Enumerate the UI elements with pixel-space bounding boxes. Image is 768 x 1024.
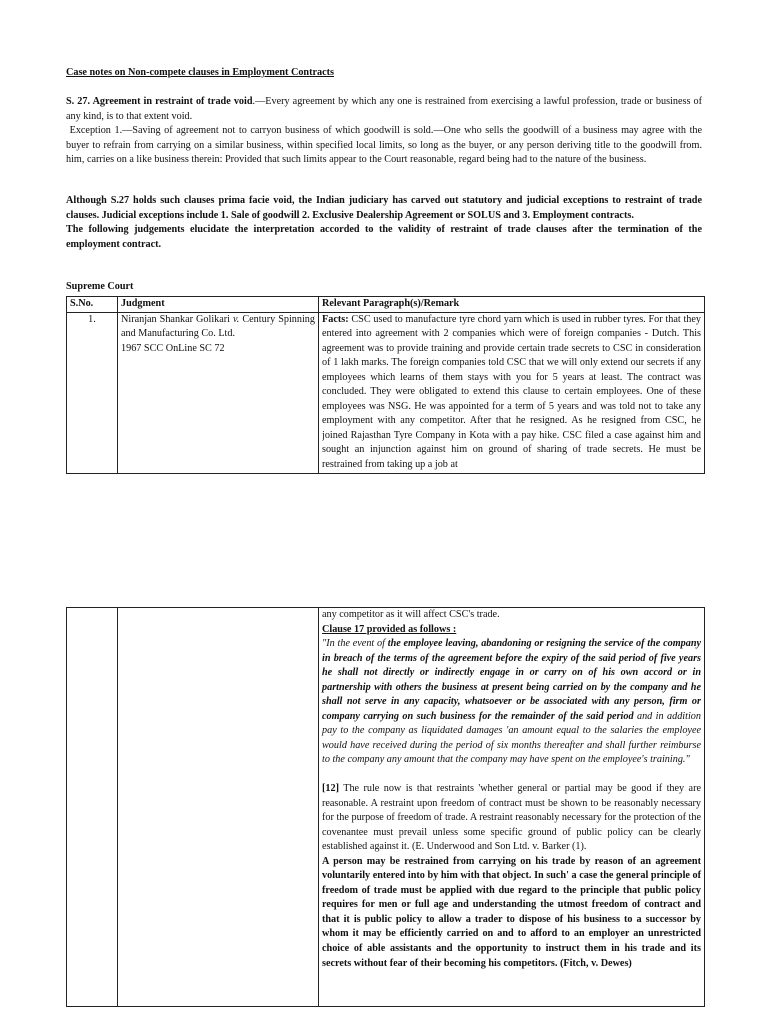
intro-text: [66, 194, 702, 252]
table-header-row: [67, 297, 705, 313]
exception-heading: Exception 1.—Saving of agreement not to carryon business of which goodwill is sold.: [69, 125, 434, 137]
quote-part-3: and in addition pay to the company as liquidated damages 'an amount equal to the salaries the employee would have received during the period of six months thereafter and shall further reimburse to the company any amount that the company may have spent on the employee's training.": [322, 710, 701, 766]
facts-text: CSC used to manufacture tyre chord yarn which is used in rubber tyres. For that they entered into agreement with 2 companies which were of foreign companies - Dutch. This agreement was to provide training and provide certain trade secrets to CSC in consideration of 1 lakh marks. The foreign companies told CSC that we will only extend our secrets if any employees which learns of them stays with you for 5 years at least. The contract was concluded. They were obligated to extend this clause to certain employees. One of these employees was NSG. He was appointed for a term of 5 years and was told not to take any employment with any competitor. After that he resigned. As he resigned from CSC, he joined Rajasthan Tyre Company in Kota with a pay hike. CSC filed a case against him and sought an injunction against him on ground of sharing of trade secrets. He must be restrained from taking up a job at: [322, 313, 701, 471]
row-judgment: [118, 312, 319, 473]
row-remark: [319, 312, 705, 473]
case-table-continued: [66, 607, 705, 1007]
paragraph-12: [322, 782, 701, 855]
clause-heading-text: Clause 17 provided as follows :: [322, 623, 457, 635]
judgment-party-b: Century Spinning and Manufacturing Co. Ltd.: [121, 313, 315, 340]
facts-clip: [322, 313, 701, 473]
quote-part-2: the employee leaving, abandoning or resigning the service of the company in breach of the terms of the agreement before the expiry of the said period of five years he shall not directly or indirectly engage in or carry on of his own accord or in partnership with others the business at present being carried on by the company and he shall not serve in any capacity, whatsoever or be associated with any person, firm or company carrying on such business for the remainder of the said period: [322, 638, 702, 722]
paragraph-number: [12]: [322, 783, 339, 795]
section-27-text: [66, 95, 702, 168]
document-title: Case notes on Non-compete clauses in Employment Contracts: [66, 67, 334, 78]
row-sno-empty: [67, 608, 118, 1007]
paragraph-12-text: The rule now is that restraints 'whether general or partial may be good if they are reasonable. A restraint upon freedom of contract must be shown to be reasonably necessary for the purpose of freedom of trade. A restraint reasonably necessary for the protection of the covenantee must prevail unless some specific ground of public policy can be clearly established against it. (E. Underwood and Son Ltd. v. Barker (1).: [322, 783, 701, 853]
exception-body: —One who sells the goodwill of a business may agree with the buyer to refrain from carrying on a similar business, within specified local limits, so long as the buyer, or any person deriving title to the goodwill from. him, carries on a like business therein: Provided that such limits appear to the Court reasonable, regard being had to the nature of the business.: [66, 125, 703, 166]
header-remark: Relevant Paragraph(s)/Remark: [319, 297, 705, 313]
header-sno: S.No.: [67, 297, 118, 313]
row-sno: 1.: [67, 312, 118, 473]
judgment-versus: v.: [233, 313, 240, 325]
header-judgment: Judgment: [118, 297, 319, 313]
continued-text: any competitor as it will affect CSC's trade.: [322, 609, 500, 620]
section-heading: S. 27. Agreement in restraint of trade void: [66, 96, 253, 107]
bold-paragraph: A person may be restrained from carrying on his trade by reason of an agreement voluntarily entered into by him with that object. In such' a case the general principle of freedom of trade must be applied with due regard to the principle that public policy requires for men or full age and understanding the utmost freedom of contract and that it is public policy to allow a trader to dispose of his business to a successor by whom it may be efficiently carried on and to afford to an employer an unrestricted choice of able assistants and the opportunity to instruct them in his trade and its secrets without fear of their becoming his competitors. (Fitch, v. Dewes): [322, 855, 701, 969]
clause-17-heading: [322, 623, 701, 638]
section-body: .—Every agreement by which any one is restrained from exercising a lawful profession, trade or business of any kind, is to that extent void.: [66, 96, 702, 122]
row-judgment-empty: [118, 608, 319, 1007]
court-heading: Supreme Court: [66, 281, 134, 292]
intro-paragraph-2: The following judgements elucidate the interpretation accorded to the validity of restraint of trade clauses after the termination of the employment contract.: [66, 224, 702, 250]
continued-facts: [322, 608, 701, 623]
quote-part-1: "In the event of: [322, 638, 388, 650]
judgment-citation: 1967 SCC OnLine SC 72: [121, 342, 225, 354]
clause-17-quote: [322, 637, 701, 768]
table-row: [67, 608, 705, 1007]
case-table: [66, 296, 705, 474]
facts-label: Facts:: [322, 313, 349, 325]
judgment-party-a: Niranjan Shankar Golikari: [121, 313, 234, 325]
table-row: [67, 312, 705, 473]
intro-paragraph-1: Although S.27 holds such clauses prima facie void, the Indian judiciary has carved out statutory and judicial exceptions to restraint of trade clauses. Judicial exceptions include 1. Sale of goodwill 2. Exclusive Dealership Agreement or SOLUS and 3. Employment contracts.: [66, 195, 702, 221]
row-remark-continued: [319, 608, 705, 1007]
